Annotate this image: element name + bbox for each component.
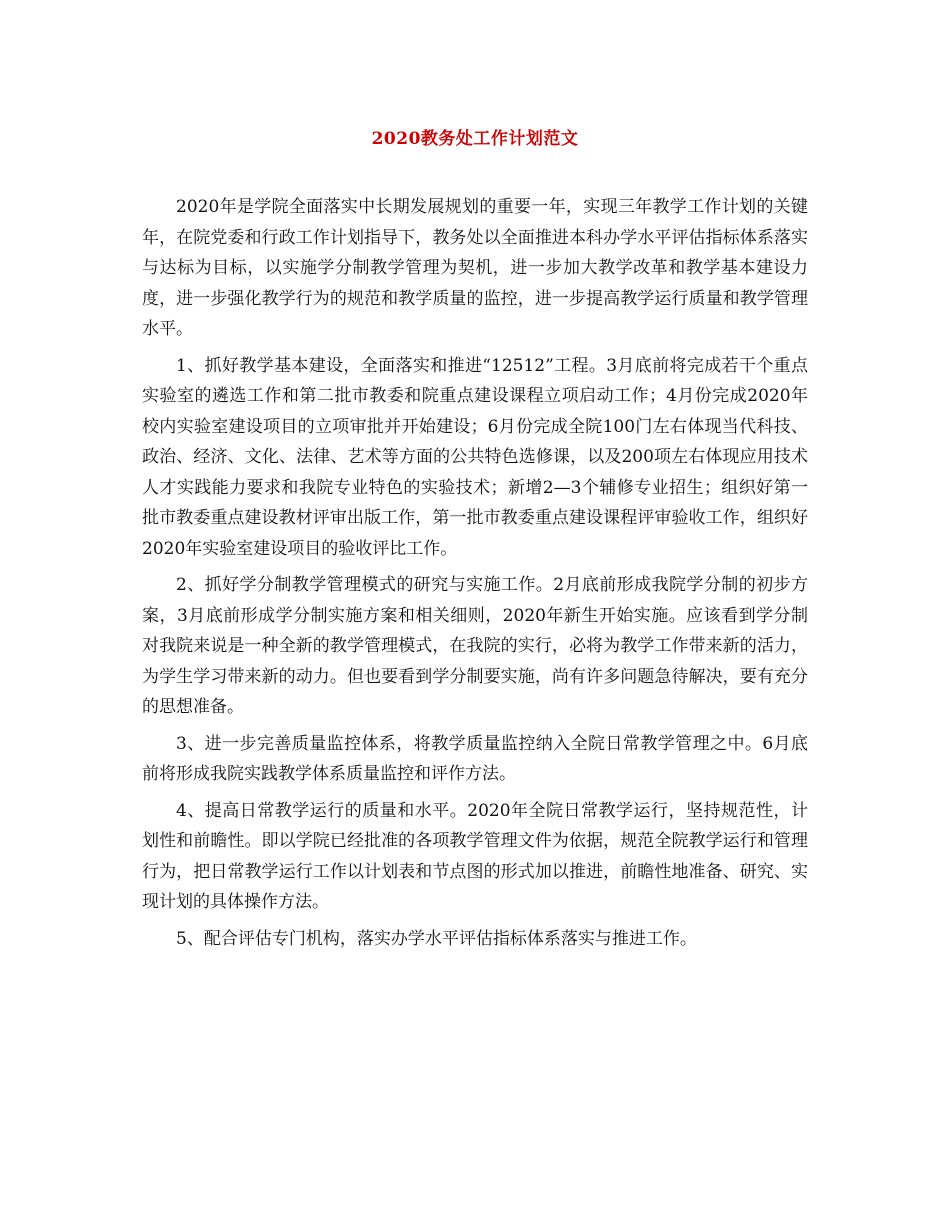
paragraph-item-5: 5、配合评估专门机构，落实办学水平评估指标体系落实与推进工作。 [176, 928, 697, 949]
paragraph-intro: 2020年是学院全面落实中长期发展规划的重要一年，实现三年教学工作计划的关键年，在院党委和行政工作计划指导下，教务处以全面推进本科办学水平评估指标体系落实与达标为目标，以实施学分制教学管理为契机，进一步加大教学改革和教学基本建设力度，进一步强化教学行为的规范和教学质量的监控，进一步提高教学运行质量和教学管理水平。 [142, 197, 808, 339]
paragraph-item-4: 4、提高日常教学运行的质量和水平。2020年全院日常教学运行，坚持规范性，计划性和前瞻性。即以学院已经批准的各项教学管理文件为依据，规范全院教学运行和管理行为，把日常教学运行工作以计划表和节点图的形式加以推进，前瞻性地准备、研究、实现计划的具体操作方法。 [142, 800, 808, 912]
document-title: 2020教务处工作计划范文 [371, 129, 579, 149]
paragraph-item-1: 1、抓好教学基本建设，全面落实和推进“12512”工程。3月底前将完成若干个重点实验室的遴选工作和第二批市教委和院重点建设课程立项启动工作；4月份完成2020年校内实验室建设项目的立项审批并开始建设；6月份完成全院100门左右体现当代科技、政治、经济、文化、法律、艺术等方面的公共特色选修课，以及200项左右体现应用技术人才实践能力要求和我院专业特色的实验技术；新增2—3个辅修专业招生；组织好第一批市教委重点建设教材评审出版工作，第一批市教委重点建设课程评审验收工作，组织好2020年实验室建设项目的验收评比工作。 [142, 355, 808, 559]
paragraph-item-2: 2、抓好学分制教学管理模式的研究与实施工作。2月底前形成我院学分制的初步方案，3月底前形成学分制实施方案和相关细则，2020年新生开始实施。应该看到学分制对我院来说是一种全新的教学管理模式，在我院的实行，必将为教学工作带来新的活力，为学生学习带来新的动力。但也要看到学分制要实施，尚有许多问题急待解决，要有充分的思想准备。 [142, 575, 808, 717]
document-body [142, 192, 808, 960]
paragraph-item-3: 3、进一步完善质量监控体系，将教学质量监控纳入全院日常教学管理之中。6月底前将形成我院实践教学体系质量监控和评作方法。 [142, 733, 808, 784]
